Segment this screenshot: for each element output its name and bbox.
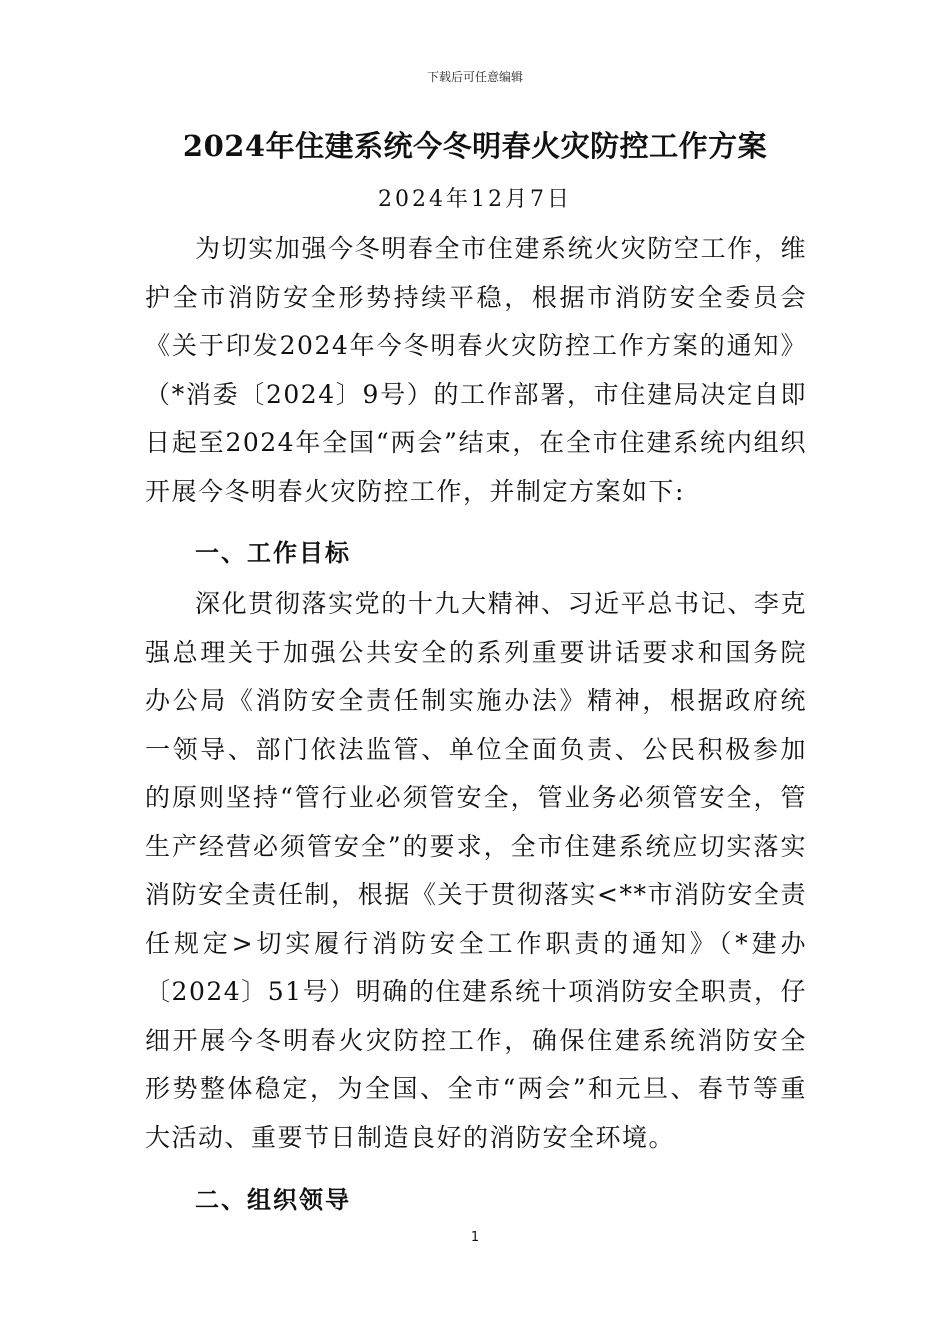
section-heading-organization: 二、组织领导: [195, 1186, 351, 1214]
page-number: 1: [470, 1230, 480, 1245]
document-title: 2024年住建系统今冬明春火灾防控工作方案: [182, 129, 768, 163]
work-goals-paragraph: 深化贯彻落实党的十九大精神、习近平总书记、李克强总理关于加强公共安全的系列重要讲话要求和国务院办公局《消防安全责任制实施办法》精神，根据政府统一领导、部门依法监管、单位全面负责、公民积极参加的原则坚持“管行业必须管安全，管业务必须管安全，管生产经营必须管安全”的要求，全市住建系统应切实落实消防安全责任制，根据《关于贯彻落实<**市消防安全责任规定>切实履行消防安全工作职责的通知》（*建办〔2024〕51号）明确的住建系统十项消防安全职责，仔细开展今冬明春火灾防控工作，确保住建系统消防安全形势整体稳定，为全国、全市“两会”和元旦、春节等重大活动、重要节日制造良好的消防安全环境。: [145, 589, 807, 1152]
header-note: 下载后可任意编辑: [426, 70, 523, 84]
intro-paragraph: 为切实加强今冬明春全市住建系统火灾防空工作，维护全市消防安全形势持续平稳，根据市消防安全委员会《关于印发2024年今冬明春火灾防控工作方案的通知》（*消委〔2024〕9号）的工作部署，市住建局决定自即日起至2024年全国“两会”结束，在全市住建系统内组织开展今冬明春火灾防控工作，并制定方案如下:: [145, 234, 807, 506]
section-heading-work-goals: 一、工作目标: [195, 539, 351, 567]
document-date: 2024年12月7日: [378, 187, 572, 212]
